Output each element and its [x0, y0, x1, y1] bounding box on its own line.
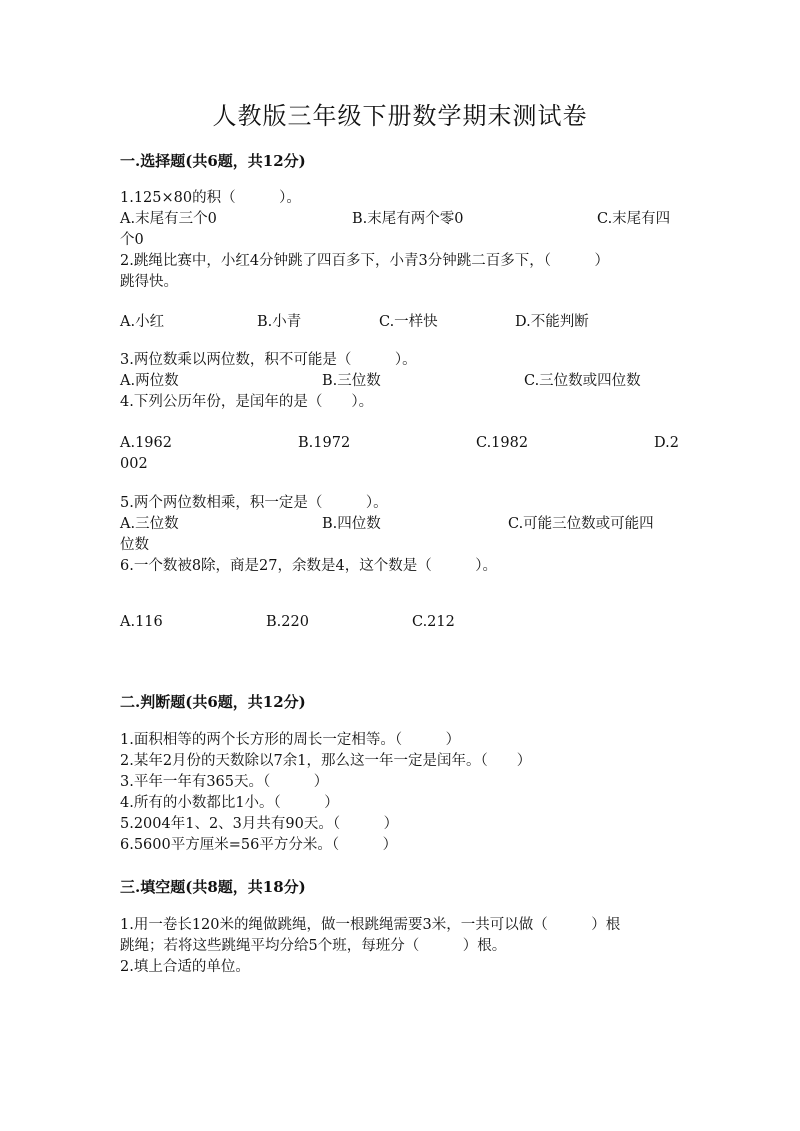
option-a: A.小红	[120, 314, 165, 330]
option-b: B.四位数	[322, 516, 381, 532]
judgement-item: 3.平年一年有365天。（ ）	[120, 774, 329, 790]
option-d-wrap: 002	[120, 456, 148, 472]
option-a: A.1962	[120, 435, 172, 451]
fill-in-question-wrap: 跳绳；若将这些跳绳平均分给5个班，每班分（ ）根。	[120, 938, 507, 954]
judgement-item: 6.5600平方厘米=56平方分米。（ ）	[120, 837, 398, 853]
section-heading-judgement: 二.判断题(共6题，共12分)	[120, 693, 306, 711]
page-title: 人教版三年级下册数学期末测试卷	[212, 102, 588, 130]
option-c: C.末尾有四	[597, 211, 671, 227]
option-d: D.2	[654, 435, 679, 451]
option-c: C.三位数或四位数	[524, 373, 641, 389]
option-a: A.末尾有三个0	[120, 211, 217, 227]
judgement-item: 4.所有的小数都比1小。（ ）	[120, 795, 339, 811]
question-stem: 1.125×80的积（ ）。	[120, 190, 301, 206]
option-a: A.116	[120, 614, 163, 630]
section-heading-choice: 一.选择题(共6题，共12分)	[120, 152, 306, 170]
option-c: C.212	[412, 614, 455, 630]
option-b: B.220	[266, 614, 309, 630]
question-stem: 3.两位数乘以两位数，积不可能是（ ）。	[120, 352, 417, 368]
fill-in-question: 1.用一卷长120米的绳做跳绳，做一根跳绳需要3米，一共可以做（ ）根	[120, 917, 621, 933]
judgement-item: 1.面积相等的两个长方形的周长一定相等。（ ）	[120, 732, 461, 748]
question-stem: 2.跳绳比赛中，小红4分钟跳了四百多下，小青3分钟跳二百多下，（ ）	[120, 253, 610, 269]
question-stem: 5.两个两位数相乘，积一定是（ ）。	[120, 495, 388, 511]
judgement-item: 2.某年2月份的天数除以7余1，那么这一年一定是闰年。（ ）	[120, 753, 532, 769]
option-c: C.一样快	[379, 314, 438, 330]
option-a: A.两位数	[120, 373, 179, 389]
question-stem-wrap: 跳得快。	[120, 274, 178, 290]
option-b: B.末尾有两个零0	[352, 211, 464, 227]
option-b: B.1972	[298, 435, 351, 451]
option-c-wrap: 个0	[120, 232, 144, 248]
option-a: A.三位数	[120, 516, 179, 532]
fill-in-question: 2.填上合适的单位。	[120, 959, 250, 975]
option-b: B.小青	[257, 314, 302, 330]
judgement-item: 5.2004年1、2、3月共有90天。（ ）	[120, 816, 399, 832]
option-c: C.可能三位数或可能四	[508, 516, 654, 532]
option-b: B.三位数	[322, 373, 381, 389]
option-c-wrap: 位数	[120, 537, 149, 553]
question-stem: 4.下列公历年份，是闰年的是（ ）。	[120, 394, 374, 410]
option-c: C.1982	[476, 435, 529, 451]
section-heading-fill-in: 三.填空题(共8题，共18分)	[120, 878, 306, 896]
question-stem: 6.一个数被8除，商是27，余数是4，这个数是（ ）。	[120, 558, 497, 574]
option-d: D.不能判断	[515, 314, 589, 330]
